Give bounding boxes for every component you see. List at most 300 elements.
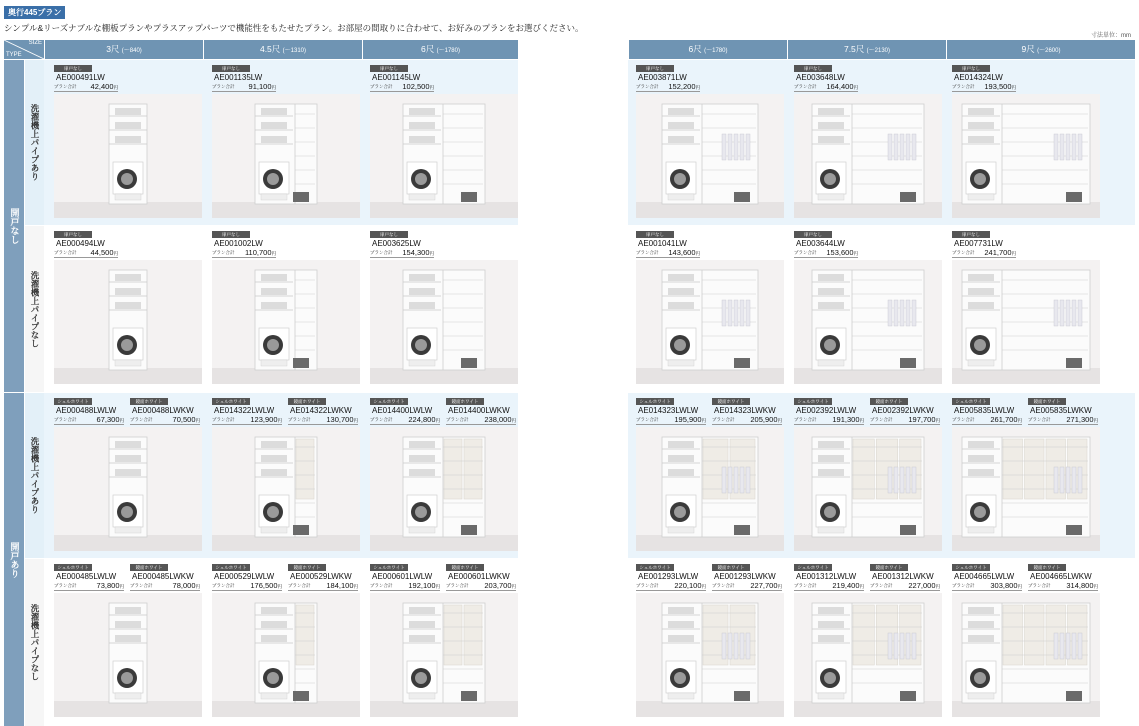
header-corner [4, 40, 44, 59]
price-label: プラン合計 [636, 84, 659, 89]
yen-unit: 円 [859, 584, 864, 589]
plan-cell [790, 228, 942, 388]
closet-illustration [952, 260, 1100, 384]
plan-cell [632, 62, 784, 222]
product-code: AE014322LWKW [290, 406, 352, 415]
price-value [750, 581, 782, 590]
color-tag: 扉戸なし [54, 65, 92, 72]
group-no-door: 開戸なし [4, 60, 24, 392]
yen-unit: 円 [353, 418, 358, 423]
price-line [54, 582, 124, 591]
closet-photo [636, 94, 784, 218]
color-tag: 鏡面ホワイト [446, 398, 484, 405]
color-tag: シェルホワイト [952, 564, 990, 571]
price-label: プラン合計 [370, 417, 393, 422]
price-amount: 227,700 [750, 581, 778, 590]
color-tag: 扉戸なし [794, 231, 832, 238]
closet-photo [794, 260, 942, 384]
price-label: プラン合計 [712, 417, 735, 422]
column-size-range: (〜1310) [282, 48, 307, 54]
product-code: AE001293LWLW [638, 572, 699, 581]
color-tag: 扉戸なし [370, 65, 408, 72]
column-header [628, 40, 787, 59]
price-amount: 123,900 [250, 415, 278, 424]
price-label: プラン合計 [794, 417, 817, 422]
price-value [990, 415, 1022, 424]
yen-unit: 円 [935, 584, 940, 589]
closet-photo [794, 427, 942, 551]
price-line [370, 416, 440, 425]
price-label: プラン合計 [54, 84, 77, 89]
color-tag: 鏡面ホワイト [712, 564, 750, 571]
color-tag: 鏡面ホワイト [288, 398, 326, 405]
price-value [832, 415, 864, 424]
closet-illustration [212, 593, 360, 717]
plan-badge: 奥行445プラン [4, 6, 65, 19]
color-tag: シェルホワイト [952, 398, 990, 405]
yen-unit: 円 [271, 85, 276, 90]
closet-illustration [370, 593, 518, 717]
price-line [212, 416, 282, 425]
price-line [370, 249, 434, 258]
color-tag: 鏡面ホワイト [870, 398, 908, 405]
product-code: AE001293LWKW [714, 572, 776, 581]
closet-photo [952, 427, 1100, 551]
closet-illustration [794, 260, 942, 384]
closet-illustration [952, 427, 1100, 551]
closet-photo [212, 260, 360, 384]
product-code: AE003625LW [372, 239, 421, 248]
price-line [446, 416, 516, 425]
price-value [908, 415, 940, 424]
unit-note: 寸法単位：mm [1091, 33, 1131, 39]
closet-illustration [636, 427, 784, 551]
price-value [173, 581, 200, 590]
price-amount: 303,800 [990, 581, 1018, 590]
price-value [674, 415, 706, 424]
price-amount: 192,100 [408, 581, 436, 590]
price-amount: 220,100 [674, 581, 702, 590]
yen-unit: 円 [113, 85, 118, 90]
price-label: プラン合計 [130, 417, 153, 422]
price-value [990, 581, 1022, 590]
column-header [946, 40, 1135, 59]
price-value [484, 581, 516, 590]
price-amount: 102,500 [402, 82, 430, 91]
closet-photo [794, 94, 942, 218]
product-code: AE003648LW [796, 73, 845, 82]
price-value [832, 581, 864, 590]
yen-unit: 円 [511, 418, 516, 423]
price-value [408, 415, 440, 424]
plan-cell [50, 228, 202, 388]
color-tag: シェルホワイト [370, 398, 408, 405]
color-tag: シェルホワイト [212, 564, 250, 571]
yen-unit: 円 [353, 584, 358, 589]
yen-unit: 円 [1011, 251, 1016, 256]
color-tag: シェルホワイト [636, 398, 674, 405]
column-header [203, 40, 362, 59]
type-label: TYPE [6, 52, 22, 58]
closet-photo [212, 427, 360, 551]
plan-cell [948, 395, 1132, 555]
yen-unit: 円 [119, 584, 124, 589]
price-line [712, 582, 782, 591]
price-label: プラン合計 [636, 583, 659, 588]
product-code: AE001002LW [214, 239, 263, 248]
price-amount: 261,700 [990, 415, 1018, 424]
closet-photo [952, 94, 1100, 218]
price-line [1028, 582, 1098, 591]
closet-illustration [212, 260, 360, 384]
price-label: プラン合計 [1028, 583, 1051, 588]
plan-cell [50, 395, 202, 555]
price-amount: 224,800 [408, 415, 436, 424]
color-tag: 鏡面ホワイト [712, 398, 750, 405]
yen-unit: 円 [113, 251, 118, 256]
yen-unit: 円 [777, 418, 782, 423]
closet-illustration [370, 94, 518, 218]
yen-unit: 円 [853, 251, 858, 256]
color-tag: 鏡面ホワイト [446, 564, 484, 571]
color-tag: シェルホワイト [212, 398, 250, 405]
product-code: AE000491LW [56, 73, 105, 82]
price-label: プラン合計 [212, 250, 235, 255]
column-size-name: 9尺 [1021, 44, 1035, 54]
product-code: AE004665LWLW [954, 572, 1015, 581]
closet-photo [54, 94, 202, 218]
price-line [952, 249, 1016, 258]
color-tag: 鏡面ホワイト [1028, 398, 1066, 405]
product-code: AE004665LWKW [1030, 572, 1092, 581]
product-code: AE001145LW [372, 73, 421, 82]
price-value [984, 82, 1016, 91]
column-size-name: 6尺 [688, 44, 702, 54]
closet-photo [212, 94, 360, 218]
plan-cell [790, 561, 942, 721]
color-tag: シェルホワイト [794, 398, 832, 405]
price-line [370, 83, 434, 92]
price-amount: 271,300 [1066, 415, 1094, 424]
closet-illustration [636, 94, 784, 218]
color-tag: 扉戸なし [370, 231, 408, 238]
yen-unit: 円 [701, 418, 706, 423]
product-code: AE002392LWLW [796, 406, 857, 415]
column-size-range: (〜1780) [704, 48, 728, 54]
price-label: プラン合計 [288, 583, 311, 588]
price-value [826, 248, 858, 257]
product-code: AE001135LW [214, 73, 263, 82]
product-code: AE003871LW [638, 73, 687, 82]
column-size-range: (〜1780) [436, 48, 460, 54]
price-amount: 73,800 [96, 581, 120, 590]
yen-unit: 円 [1093, 418, 1098, 423]
column-size-name: 7.5尺 [843, 44, 865, 54]
product-code: AE001312LWKW [872, 572, 934, 581]
product-code: AE000601LWLW [372, 572, 433, 581]
price-amount: 219,400 [832, 581, 860, 590]
price-line [212, 83, 276, 92]
price-amount: 314,800 [1066, 581, 1094, 590]
closet-illustration [54, 593, 202, 717]
price-label: プラン合計 [446, 583, 469, 588]
column-header [787, 40, 946, 59]
plan-cell [366, 62, 518, 222]
closet-photo [636, 260, 784, 384]
plan-cell [208, 395, 360, 555]
price-value [402, 82, 434, 91]
plan-cell [948, 62, 1132, 222]
closet-illustration [952, 593, 1100, 717]
subgroup-pipe-yes: 洗濯機上パイプあり [25, 393, 44, 558]
price-line [952, 83, 1016, 92]
plan-cell [208, 561, 360, 721]
plan-cell [948, 561, 1132, 721]
price-label: プラン合計 [870, 583, 893, 588]
price-line [712, 416, 782, 425]
price-value [91, 82, 118, 91]
price-amount: 203,700 [484, 581, 512, 590]
price-label: プラン合計 [370, 84, 393, 89]
price-amount: 195,900 [674, 415, 702, 424]
closet-illustration [54, 427, 202, 551]
yen-unit: 円 [1093, 584, 1098, 589]
yen-unit: 円 [435, 418, 440, 423]
plan-cell [208, 62, 360, 222]
color-tag: 扉戸なし [636, 231, 674, 238]
price-label: プラン合計 [952, 583, 975, 588]
product-code: AE000529LWKW [290, 572, 352, 581]
product-code: AE005835LWLW [954, 406, 1015, 415]
product-code: AE000529LWLW [214, 572, 275, 581]
price-amount: 197,700 [908, 415, 936, 424]
size-label: SIZE [28, 40, 42, 46]
price-value [1066, 581, 1098, 590]
price-label: プラン合計 [712, 583, 735, 588]
price-label: プラン合計 [952, 250, 975, 255]
price-amount: 130,700 [326, 415, 354, 424]
closet-photo [952, 260, 1100, 384]
color-tag: 扉戸なし [212, 231, 250, 238]
price-label: プラン合計 [54, 417, 77, 422]
color-tag: 扉戸なし [794, 65, 832, 72]
closet-illustration [212, 94, 360, 218]
price-line [794, 582, 864, 591]
price-amount: 205,900 [750, 415, 778, 424]
product-code: AE000494LW [56, 239, 105, 248]
closet-photo [212, 593, 360, 717]
column-size-range: (〜840) [121, 48, 142, 54]
price-line [870, 582, 940, 591]
product-code: AE014323LWKW [714, 406, 776, 415]
closet-photo [370, 94, 518, 218]
price-line [288, 582, 358, 591]
price-label: プラン合計 [212, 583, 235, 588]
price-value [1066, 415, 1098, 424]
product-code: AE014322LWLW [214, 406, 275, 415]
yen-unit: 円 [195, 418, 200, 423]
price-line [54, 249, 118, 258]
closet-illustration [212, 427, 360, 551]
group-with-door: 開戸あり [4, 393, 24, 726]
price-value [91, 248, 118, 257]
price-amount: 238,000 [484, 415, 512, 424]
price-line [794, 83, 858, 92]
yen-unit: 円 [429, 251, 434, 256]
plan-cell [208, 228, 360, 388]
product-code: AE000488LWLW [56, 406, 117, 415]
column-size-name: 6尺 [421, 44, 435, 54]
closet-photo [54, 427, 202, 551]
price-line [130, 416, 200, 425]
color-tag: 鏡面ホワイト [130, 564, 168, 571]
closet-illustration [794, 94, 942, 218]
price-amount: 184,100 [326, 581, 354, 590]
price-line [870, 416, 940, 425]
price-amount: 70,500 [172, 415, 196, 424]
subgroup-pipe-no: 洗濯機上パイプなし [25, 559, 44, 726]
product-code: AE000485LWLW [56, 572, 117, 581]
price-value [668, 82, 700, 91]
closet-illustration [952, 94, 1100, 218]
price-label: プラン合計 [212, 84, 235, 89]
price-value [826, 82, 858, 91]
product-code: AE003644LW [796, 239, 845, 248]
yen-unit: 円 [271, 251, 276, 256]
price-line [636, 83, 700, 92]
column-size-name: 3尺 [106, 44, 120, 54]
product-code: AE014324LW [954, 73, 1003, 82]
price-label: プラン合計 [446, 417, 469, 422]
yen-unit: 円 [195, 584, 200, 589]
price-label: プラン合計 [54, 250, 77, 255]
product-code: AE001041LW [638, 239, 687, 248]
price-value [326, 415, 358, 424]
color-tag: シェルホワイト [54, 398, 92, 405]
yen-unit: 円 [435, 584, 440, 589]
price-line [370, 582, 440, 591]
price-line [212, 582, 282, 591]
plan-cell [790, 62, 942, 222]
price-value [97, 581, 124, 590]
price-line [54, 416, 124, 425]
price-label: プラン合計 [370, 250, 393, 255]
price-label: プラン合計 [54, 583, 77, 588]
price-line [636, 249, 700, 258]
price-amount: 152,200 [668, 82, 696, 91]
price-value [668, 248, 700, 257]
price-value [484, 415, 516, 424]
price-value [750, 415, 782, 424]
price-value [674, 581, 706, 590]
yen-unit: 円 [701, 584, 706, 589]
yen-unit: 円 [853, 85, 858, 90]
price-amount: 42,400 [90, 82, 114, 91]
price-amount: 154,300 [402, 248, 430, 257]
yen-unit: 円 [695, 85, 700, 90]
color-tag: 鏡面ホワイト [870, 564, 908, 571]
yen-unit: 円 [429, 85, 434, 90]
price-label: プラン合計 [212, 417, 235, 422]
column-size-range: (〜2130) [866, 48, 891, 54]
plan-description: シンプル&リーズナブルな棚板プランやプラスアップパーツで機能性をもたせたプラン。お部屋の間取りに合わせて、お好みのプランをお選びください。 [4, 23, 584, 33]
column-header [362, 40, 518, 59]
price-value [249, 82, 276, 91]
price-amount: 164,400 [826, 82, 854, 91]
price-value [245, 248, 276, 257]
price-label: プラン合計 [288, 417, 311, 422]
closet-illustration [636, 260, 784, 384]
closet-photo [54, 260, 202, 384]
color-tag: シェルホワイト [54, 564, 92, 571]
price-line [130, 582, 200, 591]
price-amount: 241,700 [984, 248, 1012, 257]
color-tag: 扉戸なし [952, 231, 990, 238]
yen-unit: 円 [277, 418, 282, 423]
closet-illustration [54, 94, 202, 218]
closet-photo [636, 427, 784, 551]
price-line [1028, 416, 1098, 425]
plan-cell [50, 62, 202, 222]
price-value [908, 581, 940, 590]
price-label: プラン合計 [794, 250, 817, 255]
price-label: プラン合計 [1028, 417, 1051, 422]
product-code: AE000601LWKW [448, 572, 510, 581]
price-line [636, 582, 706, 591]
plan-cell [366, 561, 518, 721]
price-label: プラン合計 [636, 417, 659, 422]
price-line [794, 416, 864, 425]
price-amount: 67,300 [96, 415, 120, 424]
column-header [44, 40, 203, 59]
price-amount: 176,500 [250, 581, 278, 590]
price-value [402, 248, 434, 257]
price-value [408, 581, 440, 590]
price-label: プラン合計 [952, 84, 975, 89]
price-amount: 110,700 [244, 248, 272, 257]
price-amount: 143,600 [668, 248, 696, 257]
color-tag: 扉戸なし [952, 65, 990, 72]
price-line [952, 582, 1022, 591]
subgroup-pipe-no: 洗濯機上パイプなし [25, 226, 44, 392]
price-amount: 78,000 [172, 581, 196, 590]
plan-cell [632, 561, 784, 721]
price-value [97, 415, 124, 424]
color-tag: 扉戸なし [54, 231, 92, 238]
price-line [54, 83, 118, 92]
product-code: AE014400LWLW [372, 406, 433, 415]
color-tag: シェルホワイト [370, 564, 408, 571]
closet-photo [370, 427, 518, 551]
price-amount: 44,500 [90, 248, 114, 257]
price-label: プラン合計 [130, 583, 153, 588]
product-code: AE000485LWKW [132, 572, 194, 581]
color-tag: シェルホワイト [794, 564, 832, 571]
price-amount: 153,600 [826, 248, 854, 257]
product-code: AE000488LWKW [132, 406, 194, 415]
product-code: AE014400LWKW [448, 406, 510, 415]
price-value [250, 581, 282, 590]
subgroup-pipe-yes: 洗濯機上パイプあり [25, 60, 44, 225]
product-code: AE007731LW [954, 239, 1003, 248]
yen-unit: 円 [511, 584, 516, 589]
product-code: AE014323LWLW [638, 406, 699, 415]
price-label: プラン合計 [870, 417, 893, 422]
price-line [288, 416, 358, 425]
price-label: プラン合計 [370, 583, 393, 588]
price-line [212, 249, 276, 258]
color-tag: 扉戸なし [636, 65, 674, 72]
